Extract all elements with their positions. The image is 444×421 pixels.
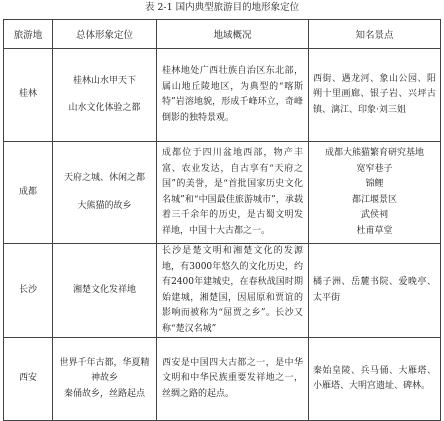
city-cell: 桂林 [4,49,53,142]
header-regional-overview: 地域概况 [157,20,309,49]
table-caption: 表 2-1 国内典型旅游目的地形象定位 [144,2,300,13]
spot-line: 锦鲤 [365,179,384,189]
spots-cell: 橘子洲、岳麓书院、爱晚亭、太平街 [309,244,441,338]
line-gap [57,89,152,101]
image-positioning-cell [53,244,157,338]
spot-line: 宽窄巷子 [356,163,393,174]
city-cell: 成都 [4,142,53,244]
header-destination: 旅游地 [4,20,53,49]
image-line: 大熊猫的故乡 [77,200,132,211]
image-line: 山水文化体验之都 [68,103,141,113]
image-line: 世界千年古都，华夏精神故乡 [59,357,150,384]
overview-cell: 成都位于四川盆地西部，物产丰富、农业发达，自古享有“天府之国”的美誉，是“首批国家历史文化名城”和“中国最佳旅游城市”，承载着三千余年的历史，是古蜀文明发祥地，中国十大古都之一。 [157,142,309,244]
spot-line: 都江堰景区 [351,194,397,205]
spot-line: 成都大熊猫繁育研究基地 [324,148,424,158]
table-header-row [4,20,441,49]
header-image-positioning: 总体形象定位 [53,20,157,49]
image-line: 秦俑故乡，丝路起点 [63,388,145,399]
image-positioning-cell [53,49,157,142]
table-row [4,142,441,244]
line-gap [57,187,152,199]
table-row [4,244,441,338]
destination-positioning-table [3,19,441,421]
spots-cell [309,142,441,244]
city-cell: 西安 [4,338,53,421]
image-line: 湘楚文化发祥地 [72,284,136,295]
overview-cell: 长沙是楚文明和湘楚文化的发源地，有3000年悠久的文化历史，约有2400年建城史，在春秋战国时期始建城，湘楚国，因屈原和贾谊的影响而被称为“屈贾之乡”。长沙又称“楚汉名城” [157,244,309,338]
overview-cell: 桂林地处广西壮族自治区东北部，属山地丘陵地区，为典型的“喀斯特”岩溶地貌，形成千峰环立，奇峰倒影的独特景观。 [157,49,309,142]
spot-line: 杜甫草堂 [356,225,393,236]
table-row [4,49,441,142]
city-cell: 长沙 [4,244,53,338]
overview-cell: 西安是中国四大古都之一，是中华文明和中华民族重要发祥地之一，丝绸之路的起点。 [157,338,309,421]
spots-cell: 秦始皇陵、兵马俑、大雁塔、小雁塔、大明宫遗址、碑林。 [309,338,441,421]
image-positioning-cell [53,142,157,244]
image-line: 桂林山水甲天下 [72,75,136,86]
header-famous-spots: 知名景点 [309,20,441,49]
table-row [4,338,441,421]
spot-line: 武侯祠 [360,210,388,220]
spots-cell: 西街、遇龙河、象山公园、阳朔十里画廊、银子岩、兴坪古镇、漓江、印象·刘三姐 [309,49,441,142]
image-line: 天府之城、休闲之都 [63,173,145,183]
image-positioning-cell [53,338,157,421]
